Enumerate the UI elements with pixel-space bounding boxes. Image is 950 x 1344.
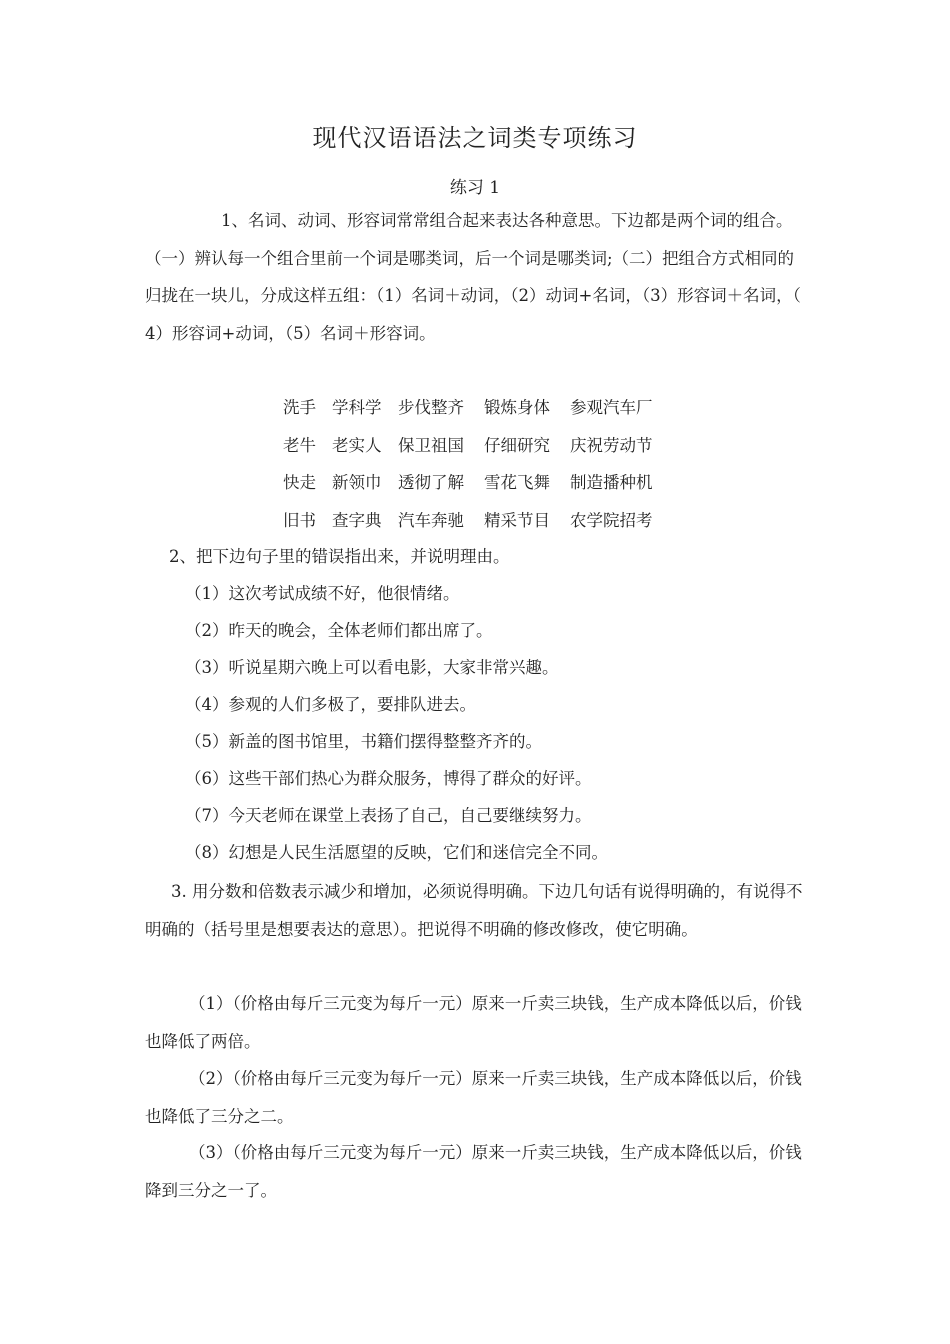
grid-cell: 老实人	[332, 435, 382, 455]
question-3-text: 3. 用分数和倍数表示减少和增加，必须说得明确。下边几句话有说得明确的，有说得不明确的（括号里是想要表达的意思）。把说得不明确的修改修改，使它明确。	[145, 882, 803, 939]
list-item: （3）（价格由每斤三元变为每斤一元）原来一斤卖三块钱，生产成本降低以后，价钱降到三分之一了。	[145, 1143, 802, 1200]
list-item: （2）（价格由每斤三元变为每斤一元）原来一斤卖三块钱，生产成本降低以后，价钱也降低了三分之二。	[145, 1069, 802, 1126]
grid-cell: 洗手	[283, 398, 316, 417]
grid-cell: 精采节目	[484, 510, 550, 530]
list-item: （8）幻想是人民生活愿望的反映，它们和迷信完全不同。	[185, 843, 608, 862]
grid-cell: 快走	[283, 473, 316, 492]
grid-cell: 庆祝劳动节	[570, 435, 653, 455]
grid-cell: 新领巾	[332, 473, 382, 492]
grid-cell: 锻炼身体	[484, 398, 550, 417]
list-item: （4）参观的人们多极了，要排队进去。	[185, 695, 476, 714]
question-2-heading: 2、把下边句子里的错误指出来，并说明理由。	[169, 547, 510, 566]
grid-cell: 仔细研究	[484, 435, 550, 455]
list-item: （1）这次考试成绩不好，他很情绪。	[185, 584, 460, 603]
question-1-text: 1、名词、动词、形容词常常组合起来表达各种意思。下边都是两个词的组合。（一）辨认每一个组合里前一个词是哪类词，后一个词是哪类词;（二）把组合方式相同的归拢在一块儿，分成这样五组：（1）名词＋动词，（2）动词+名词，（3）形容词＋名词，（ 4）形容词+动词，（5）名词＋形容词。	[145, 211, 801, 343]
list-item: （5）新盖的图书馆里，书籍们摆得整整齐齐的。	[185, 732, 542, 751]
grid-row	[283, 502, 703, 540]
list-item: （7）今天老师在课堂上表扬了自己，自己要继续努力。	[185, 806, 592, 825]
list-item: （3）听说星期六晚上可以看电影，大家非常兴趣。	[185, 658, 559, 677]
grid-cell: 雪花飞舞	[484, 473, 550, 492]
list-item: （6）这些干部们热心为群众服务，博得了群众的好评。	[185, 769, 592, 788]
grid-cell: 汽车奔驰	[398, 510, 464, 530]
grid-cell: 保卫祖国	[398, 435, 464, 455]
grid-cell: 参观汽车厂	[570, 398, 653, 417]
grid-row	[283, 427, 703, 465]
grid-cell: 制造播种机	[570, 473, 653, 492]
grid-cell: 学科学	[332, 398, 382, 417]
grid-cell: 农学院招考	[570, 510, 653, 530]
grid-cell: 老牛	[283, 435, 316, 455]
grid-cell: 步伐整齐	[398, 398, 464, 417]
list-item: （2）昨天的晚会，全体老师们都出席了。	[185, 621, 493, 640]
grid-cell: 查字典	[332, 510, 382, 530]
grid-row	[283, 389, 703, 427]
exercise-subtitle: 练习 1	[449, 178, 501, 198]
grid-cell: 旧书	[283, 510, 316, 530]
grid-row	[283, 464, 703, 502]
list-item: （1）（价格由每斤三元变为每斤一元）原来一斤卖三块钱，生产成本降低以后，价钱也降低了两倍。	[145, 994, 802, 1051]
grid-cell: 透彻了解	[398, 473, 464, 492]
page-title: 现代汉语语法之词类专项练习	[312, 124, 638, 152]
word-combination-grid	[283, 389, 703, 539]
